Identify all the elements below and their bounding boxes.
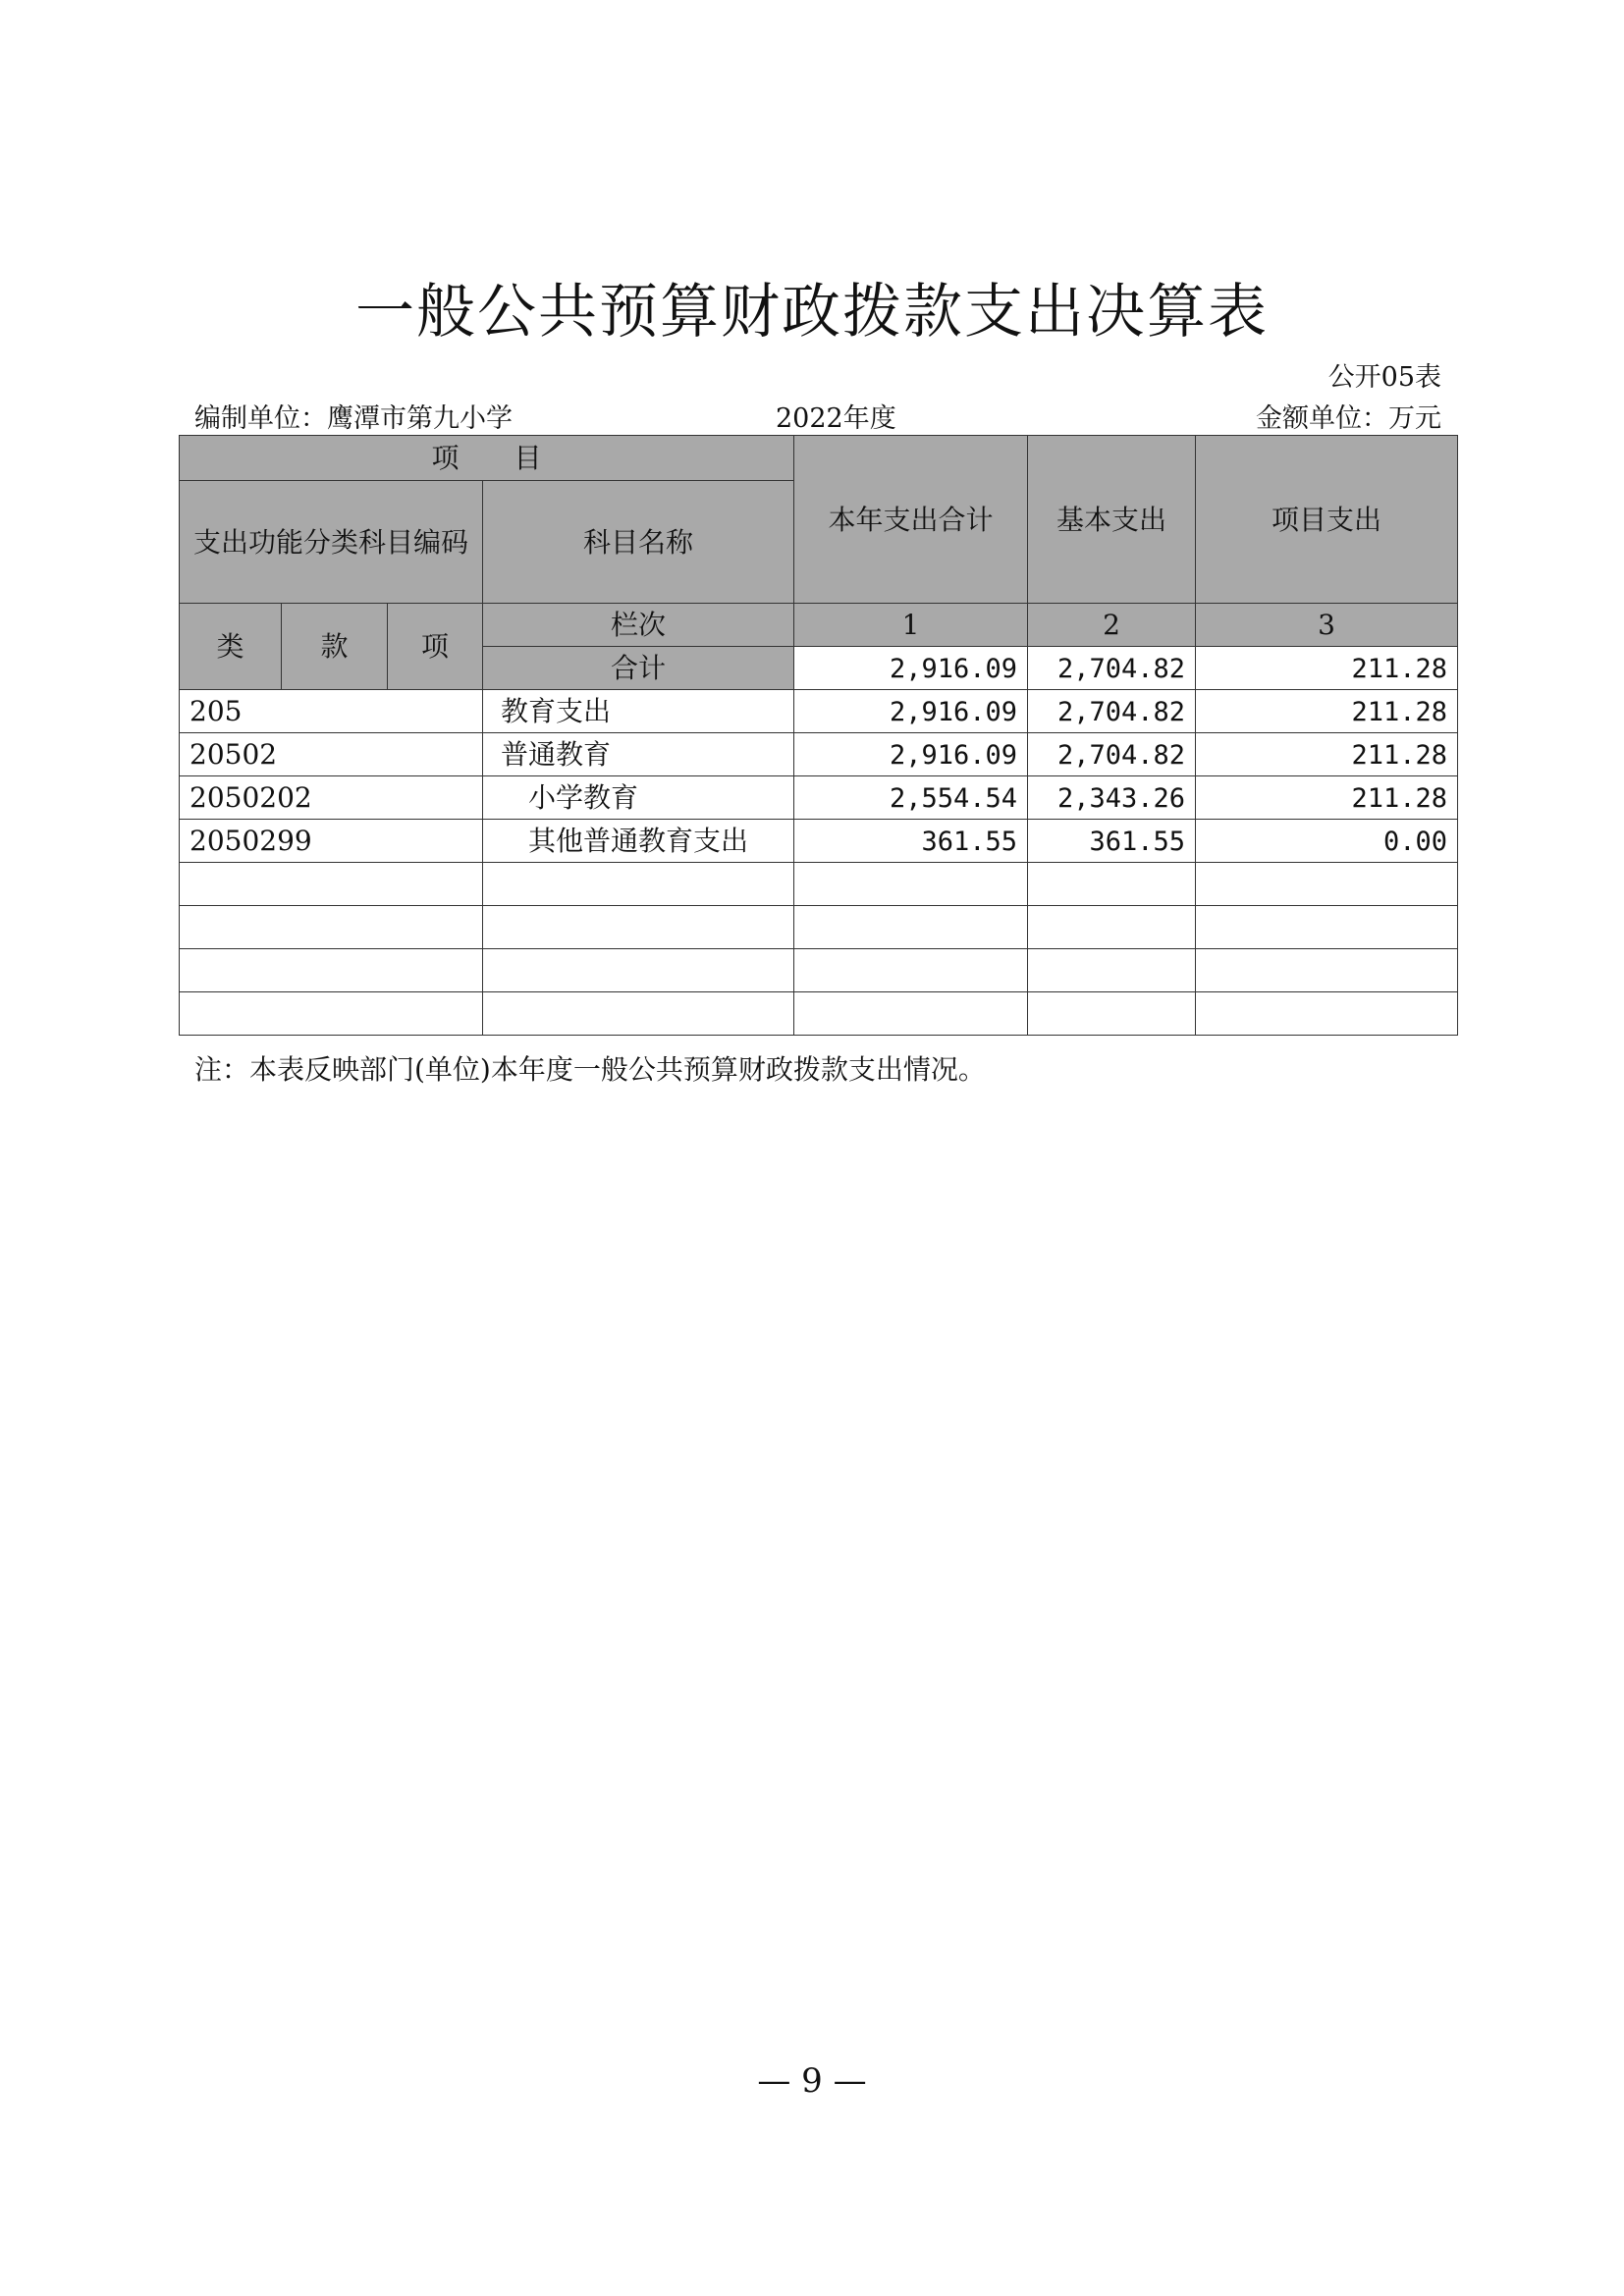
row-name: 其他普通教育支出 [483, 820, 794, 863]
row-code: 2050202 [180, 776, 483, 820]
sum-total: 2,916.09 [889, 653, 1018, 684]
row-total: 2,916.09 [889, 696, 1018, 727]
row-code: 2050299 [180, 820, 483, 863]
header-total: 本年支出合计 [794, 436, 1028, 604]
header-name: 科目名称 [483, 481, 794, 604]
row-name: 教育支出 [483, 690, 794, 733]
row-total: 2,916.09 [889, 739, 1018, 771]
header-code: 支出功能分类科目编码 [180, 481, 483, 604]
header-row-3 [180, 604, 1458, 647]
sum-label: 合计 [483, 647, 794, 690]
header-col: 栏次 [483, 604, 794, 647]
row-project: 211.28 [1351, 739, 1448, 771]
header-kuan: 款 [282, 604, 388, 690]
row-name: 小学教育 [483, 776, 794, 820]
header-item: 项 目 [180, 436, 794, 481]
row-total: 361.55 [921, 826, 1018, 857]
table-row [180, 690, 1458, 733]
compiling-unit: 编制单位：鹰潭市第九小学 [194, 403, 513, 434]
row-project: 0.00 [1382, 826, 1448, 857]
sum-project: 211.28 [1351, 653, 1448, 684]
empty-row [180, 949, 1458, 992]
col-num-2: 2 [1028, 604, 1196, 647]
header-xiang: 项 [388, 604, 483, 690]
row-code: 20502 [180, 733, 483, 776]
sum-basic: 2,704.82 [1056, 653, 1186, 684]
row-basic: 361.55 [1089, 826, 1186, 857]
col-num-1: 1 [794, 604, 1028, 647]
row-name: 普通教育 [483, 733, 794, 776]
header-basic: 基本支出 [1028, 436, 1196, 604]
table-row [180, 776, 1458, 820]
amount-unit: 金额单位：万元 [1256, 403, 1441, 434]
empty-row [180, 906, 1458, 949]
form-number: 公开05表 [1327, 362, 1441, 393]
header-project: 项目支出 [1196, 436, 1458, 604]
row-project: 211.28 [1351, 696, 1448, 727]
header-lei: 类 [180, 604, 282, 690]
row-basic: 2,704.82 [1056, 696, 1186, 727]
col-num-3: 3 [1196, 604, 1458, 647]
table-row [180, 733, 1458, 776]
empty-row [180, 863, 1458, 906]
row-basic: 2,343.26 [1056, 782, 1186, 814]
empty-row [180, 992, 1458, 1036]
row-total: 2,554.54 [889, 782, 1018, 814]
fiscal-year: 2022年度 [776, 403, 896, 434]
header-row-1 [180, 436, 1458, 481]
table-row [180, 820, 1458, 863]
row-code: 205 [180, 690, 483, 733]
budget-table [179, 435, 1458, 1036]
page-number: — 9 — [757, 2061, 867, 2101]
row-basic: 2,704.82 [1056, 739, 1186, 771]
row-project: 211.28 [1351, 782, 1448, 814]
page-title: 一般公共预算财政拨款支出决算表 [355, 278, 1269, 347]
table-note: 注：本表反映部门(单位)本年度一般公共预算财政拨款支出情况。 [194, 1053, 986, 1086]
